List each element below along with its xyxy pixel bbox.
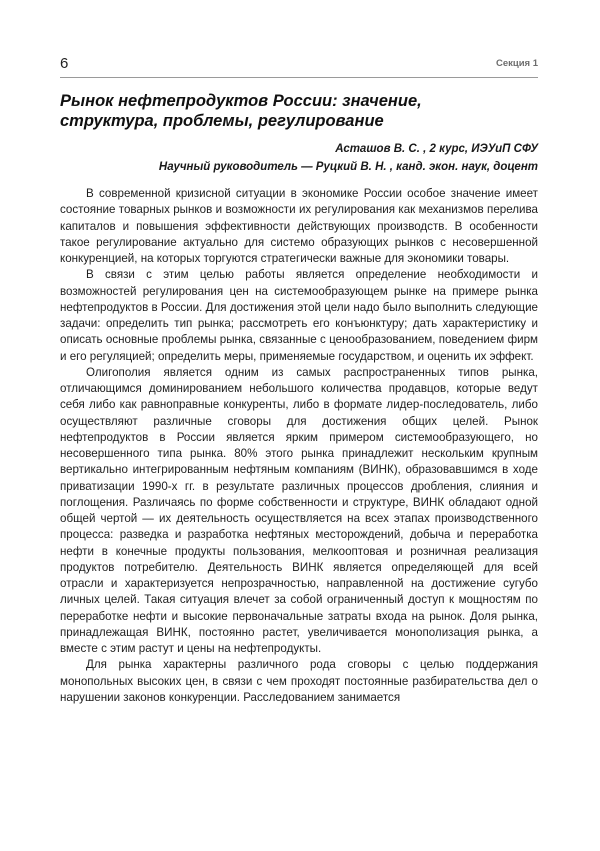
body-paragraph: Олигополия является одним из самых распространенных типов рынка, отличающимся доминированием небольшого количества продавцов, которые ведут себя либо как равноправные конкуренты, либо в формате лидер-последователь, либо осуществляют различные сговоры для достижения общих целей. Рынок нефтепродуктов в России является ярким примером системообразующего, но несовершенного типа рынка. 80% этого рынка принадлежит нескольким крупным вертикально интегрированным нефтяным компаниям (ВИНК), образовавшимся в ходе приватизации 1990-х гг. в результате различных процессов дробления, слияния и поглощения. Различаясь по форме собственности и структуре, ВИНК обладают одной общей чертой — их деятельность осуществляется на всех этапах производственного процесса: разведка и разработка нефтяных месторождений, добыча и переработка нефти в конечные продукты пользования, мелкооптовая и розничная реализация продуктов потребителю. Деятельность ВИНК является определяющей для всей отрасли и характеризуется непрозрачностью, направленной на достижение сугубо личных целей. Такая ситуация влечет за собой ограниченный доступ к мощностям по переработке нефти и высокие первоначальные затраты входа на рынок. Доля рынка, принадлежащая ВИНК, постоянно растет, увеличивается монополизация рынка, а вместе с этим растут и цены на нефтепродукты. <box>60 365 538 655</box>
article-title: Рынок нефтепродуктов России: значение, структура, проблемы, регулирование <box>60 92 422 130</box>
supervisor-line: Научный руководитель — Руцкий В. Н. , канд. экон. наук, доцент <box>158 161 538 173</box>
page-number: 6 <box>60 55 69 72</box>
body-paragraph: Для рынка характерны различного рода сговоры с целью поддержания монопольных высоких цен, в связи с чем проходят постоянные разбирательства дел о нарушении законов конкуренции. Расследованием занимается <box>60 658 538 704</box>
author-line: Асташов В. С. , 2 курс, ИЭУиП СФУ <box>335 143 538 155</box>
section-label: Секция 1 <box>495 58 538 69</box>
header-divider <box>60 77 538 78</box>
body-paragraph: В связи с этим целью работы является определение необходимости и возможностей регулирования цен на системообразующем рынке на примере рынка нефтепродуктов в России. Для достижения этой цели надо было выполнить следующие задачи: определить тип рынка; рассмотреть его конъюнктуру; дать характеристику и описать основные проблемы рынка, связанные с ценообразованием, поведением фирм и его регуляцией; определить меры, применяемые государством, и оценить их эффект. <box>60 268 538 363</box>
body-paragraph: В современной кризисной ситуации в экономике России особое значение имеет состояние товарных рынков и возможности их регулирования как механизмов перелива капиталов и повышения эффективности действующих производств. В особенности такое регулирование актуально для системо образующих рынков с несовершенной конкуренцией, на которых торгуются стратегически важные для экономики товары. <box>60 187 538 265</box>
article-body <box>60 186 538 706</box>
author-block <box>159 140 538 176</box>
